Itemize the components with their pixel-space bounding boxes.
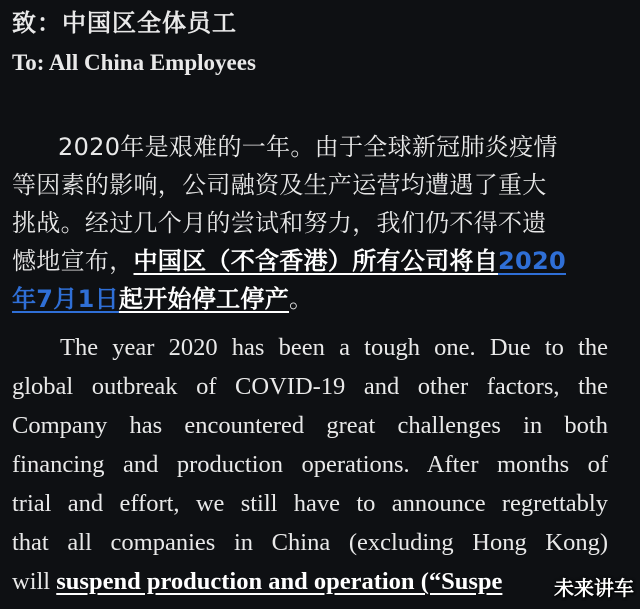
cn-line-4 [12, 242, 612, 280]
en-line-5: trial and effort, we still have to announce regrettably [12, 490, 608, 517]
en-line-7 [12, 562, 608, 601]
en-line-4: financing and production operations. After months of [12, 451, 608, 478]
heading-english: To: All China Employees [12, 50, 256, 75]
en-line-1: The year 2020 has been a tough one. Due to the [60, 334, 608, 361]
heading-chinese: 致：中国区全体员工 [12, 9, 237, 37]
cn-line-2: 等因素的影响，公司融资及生产运营均遭遇了重大 [12, 171, 547, 199]
cn-line-4-pre: 憾地宣布， [12, 247, 134, 275]
en-line-6: that all companies in China (excluding Hong Kong) [12, 529, 608, 556]
cn-line-3: 挑战。经过几个月的尝试和努力，我们仍不得不遗 [12, 209, 547, 237]
cn-line-5-post: 。 [289, 285, 314, 313]
cn-line-1: 2020年是艰难的一年。由于全球新冠肺炎疫情 [58, 133, 558, 161]
en-line-3: Company has encountered great challenges in both [12, 412, 608, 439]
en-highlight-suspend: suspend production and operation (“Suspe [56, 568, 503, 595]
en-line-7-pre: will [12, 568, 57, 595]
watermark-logo: 未来讲车 [554, 576, 634, 600]
cn-highlight-stop-production: 起开始停工停产 [118, 285, 290, 313]
english-paragraph [12, 328, 612, 601]
en-line-2: global outbreak of COVID-19 and other factors, the [12, 373, 608, 400]
cn-date-year: 2020 [498, 247, 566, 275]
chinese-paragraph [12, 128, 612, 318]
cn-line-5 [12, 280, 612, 318]
cn-highlight-suspension: 中国区（不含香港）所有公司将自 [133, 247, 498, 275]
cn-date-month-day: 年7月1日 [12, 285, 119, 313]
